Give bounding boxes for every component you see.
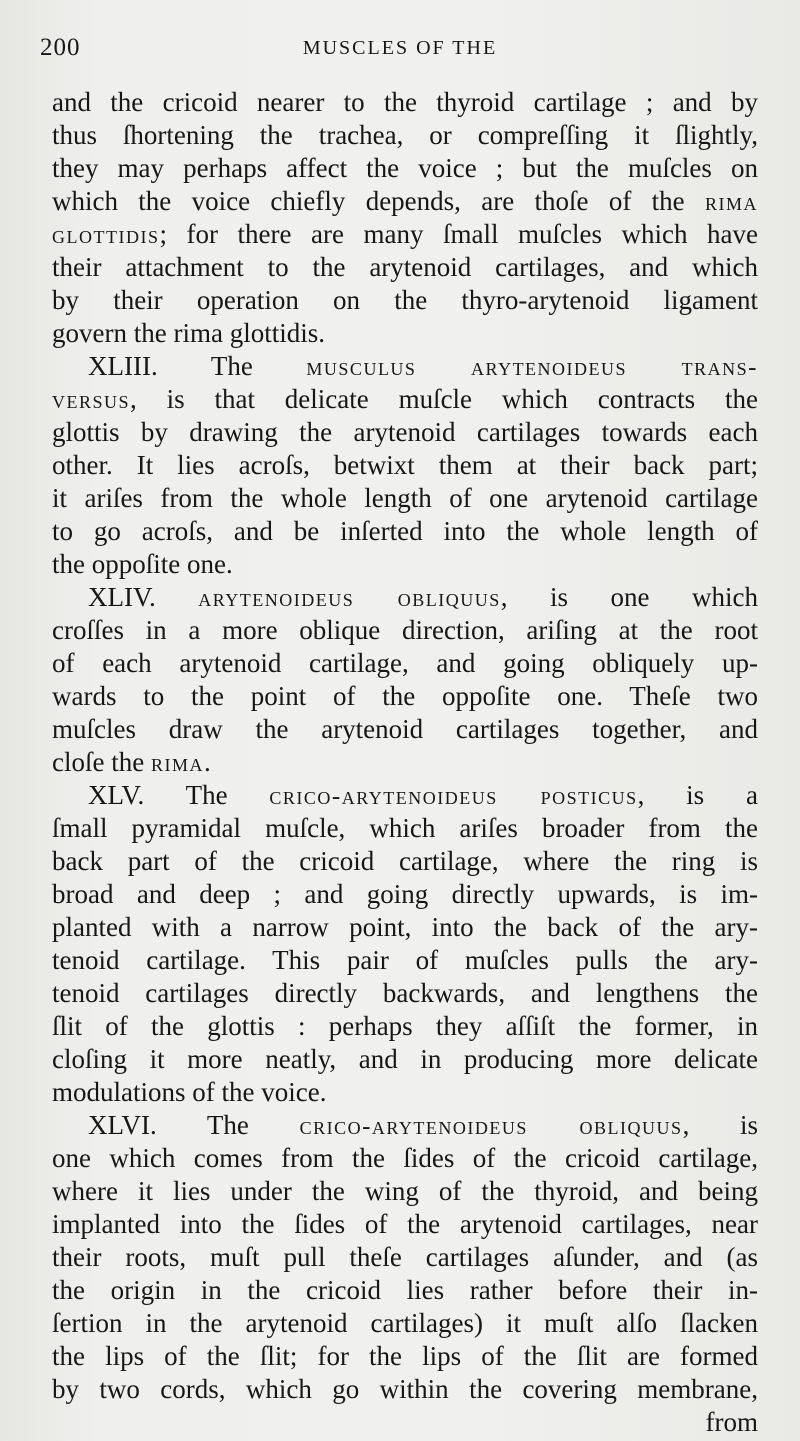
- text-line: [52, 482, 758, 515]
- text-line: [52, 614, 758, 647]
- text-run: by two cords, which go within the covering membrane,: [52, 1374, 758, 1404]
- text-run: muſcles draw the arytenoid cartilages together, and: [52, 714, 758, 744]
- text-run: tenoid cartilage. This pair of muſcles pulls the ary-: [52, 945, 758, 975]
- text-line: [52, 1175, 758, 1208]
- text-line: [52, 812, 758, 845]
- text-line: [52, 1373, 758, 1406]
- page-number: 200: [40, 34, 81, 61]
- text-run: cloſing it more neatly, and in producing more delicate: [52, 1044, 758, 1074]
- text-run: back part of the cricoid cartilage, where the ring is: [52, 846, 758, 876]
- text-run: other. It lies acroſs, betwixt them at their back part;: [52, 450, 758, 480]
- text-run: their attachment to the arytenoid cartilages, and which: [52, 252, 758, 282]
- text-line: [52, 1340, 758, 1373]
- text-line: [52, 680, 758, 713]
- text-run: and the cricoid nearer to the thyroid cartilage ; and by: [52, 87, 758, 117]
- text-line: [52, 944, 758, 977]
- text-run: XLIV.: [88, 582, 199, 612]
- text-line: [52, 1043, 758, 1076]
- text-line: [52, 713, 758, 746]
- text-line: [52, 647, 758, 680]
- text-line: [52, 284, 758, 317]
- text-run: , is: [682, 1110, 758, 1140]
- page-header: [40, 34, 760, 64]
- small-caps-term: musculus arytenoideus trans-: [306, 354, 758, 381]
- text-line: [52, 185, 758, 218]
- text-run: XLVI. The: [88, 1110, 300, 1140]
- text-line: [52, 548, 758, 581]
- text-run: to go acroſs, and be inſerted into the whole length of: [52, 516, 758, 546]
- text-run: by their operation on the thyro-arytenoid ligament: [52, 285, 758, 315]
- text-line: [52, 251, 758, 284]
- text-run: modulations of the voice.: [52, 1077, 327, 1107]
- small-caps-term: glottidis: [52, 222, 160, 249]
- text-line: [52, 581, 758, 614]
- text-line: [52, 152, 758, 185]
- text-line: [52, 1010, 758, 1043]
- running-head: MUSCLES OF THE: [302, 37, 498, 59]
- text-run: the oppoſite one.: [52, 549, 233, 579]
- text-run: where it lies under the wing of the thyroid, and being: [52, 1176, 758, 1206]
- text-run: of each arytenoid cartilage, and going obliquely up-: [52, 648, 758, 678]
- text-run: which the voice chiefly depends, are thoſe of the: [52, 186, 705, 216]
- text-run: broad and deep ; and going directly upwards, is im-: [52, 879, 758, 909]
- text-run: .: [203, 747, 211, 777]
- text-line: [52, 86, 758, 119]
- text-run: ſlit of the glottis : perhaps they aſſiſt the former, in: [52, 1011, 758, 1041]
- text-run: planted with a narrow point, into the back of the ary-: [52, 912, 758, 942]
- text-run: it ariſes from the whole length of one arytenoid cartilage: [52, 483, 758, 513]
- text-run: the lips of the ſlit; for the lips of the ſlit are formed: [52, 1341, 758, 1371]
- text-line: [52, 383, 758, 416]
- catchword: from: [705, 1407, 758, 1437]
- text-run: , is that delicate muſcle which contracts the: [130, 384, 758, 414]
- text-line: [52, 911, 758, 944]
- text-line: [52, 119, 758, 152]
- text-run: they may perhaps affect the voice ; but the muſcles on: [52, 153, 758, 183]
- text-line: [52, 779, 758, 812]
- text-run: XLIII. The: [88, 351, 307, 381]
- text-line: [52, 1142, 758, 1175]
- text-line: [52, 218, 758, 251]
- text-line: [52, 878, 758, 911]
- text-run: implanted into the ſides of the arytenoid cartilages, near: [52, 1209, 758, 1239]
- text-line: [52, 1109, 758, 1142]
- text-run: , is one which: [500, 582, 758, 612]
- text-run: ſertion in the arytenoid cartilages) it muſt alſo ſlacken: [52, 1308, 758, 1338]
- small-caps-term: crico-arytenoideus obliquus: [299, 1113, 683, 1140]
- body-text: [52, 86, 758, 1439]
- text-run: cloſe the: [52, 747, 151, 777]
- text-run: , is a: [637, 780, 758, 810]
- small-caps-term: crico-arytenoideus posticus: [269, 783, 638, 810]
- text-line: [52, 1274, 758, 1307]
- text-line: [52, 515, 758, 548]
- text-line: [52, 317, 758, 350]
- text-run: glottis by drawing the arytenoid cartilages towards each: [52, 417, 758, 447]
- text-run: govern the rima glottidis.: [52, 318, 325, 348]
- text-run: thus ſhortening the trachea, or compreſſing it ſlightly,: [52, 120, 758, 150]
- text-line: [52, 416, 758, 449]
- text-line: [52, 1208, 758, 1241]
- text-line: [52, 350, 758, 383]
- small-caps-term: rima: [150, 750, 204, 777]
- text-line: [52, 1076, 758, 1109]
- text-line: [52, 977, 758, 1010]
- text-run: their roots, muſt pull theſe cartilages aſunder, and (as: [52, 1242, 758, 1272]
- text-run: XLV. The: [88, 780, 270, 810]
- text-run: croſſes in a more oblique direction, ariſing at the root: [52, 615, 758, 645]
- text-line: [52, 1307, 758, 1340]
- text-line: [52, 1241, 758, 1274]
- small-caps-term: versus: [52, 387, 131, 414]
- text-run: wards to the point of the oppoſite one. Theſe two: [52, 681, 758, 711]
- text-run: the origin in the cricoid lies rather before their in-: [52, 1275, 758, 1305]
- text-line: [52, 746, 758, 779]
- small-caps-term: arytenoideus obliquus: [198, 585, 501, 612]
- text-run: one which comes from the ſides of the cricoid cartilage,: [52, 1143, 758, 1173]
- text-line: [52, 449, 758, 482]
- text-line: [52, 845, 758, 878]
- text-run: tenoid cartilages directly backwards, and lengthens the: [52, 978, 758, 1008]
- small-caps-term: rima: [704, 189, 758, 216]
- text-run: ſmall pyramidal muſcle, which ariſes broader from the: [52, 813, 758, 843]
- text-run: ; for there are many ſmall muſcles which have: [159, 219, 758, 249]
